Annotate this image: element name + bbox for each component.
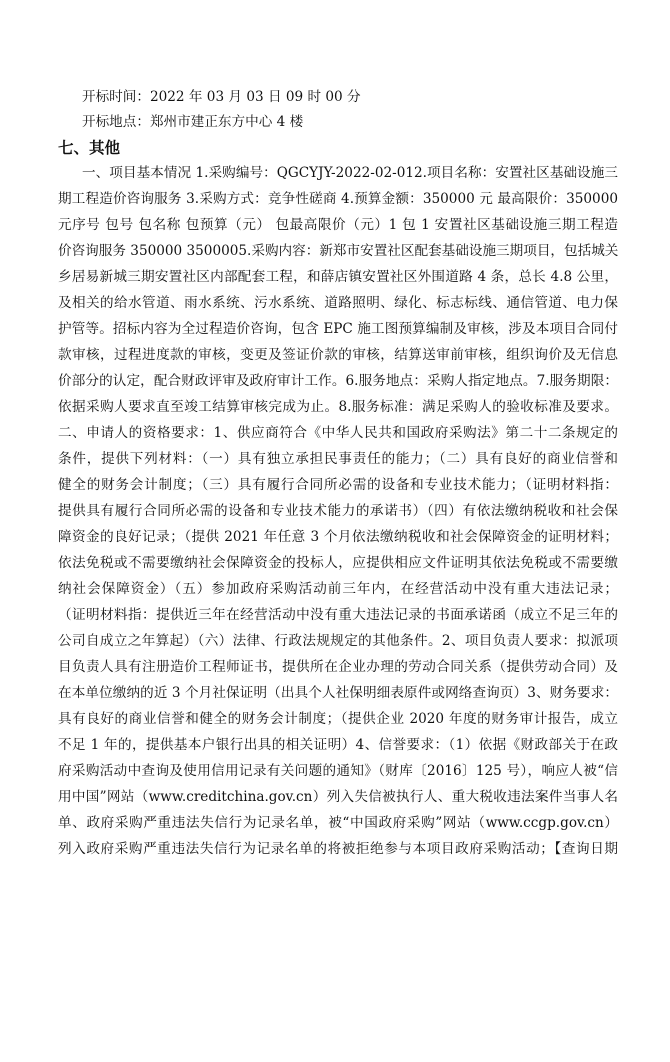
body-line: 障资金的良好记录；（提供 2021 年任意 3 个月依法缴纳税收和社会保障资金的证明材料；	[58, 529, 618, 545]
body-line: 价部分的认定，配合财政评审及政府审计工作。6.服务地点：采购人指定地点。7.服务期限：	[58, 373, 618, 389]
body-line: 公司自成立之年算起）（六）法律、行政法规规定的其他条件。2、项目负责人要求：拟派项	[58, 633, 618, 649]
body-line: 期工程造价咨询服务 3.采购方式：竞争性磋商 4.预算金额：350000 元 最高限价：350000	[58, 191, 618, 207]
body-line: 目负责人具有注册造价工程师证书，提供所在企业办理的劳动合同关系（提供劳动合同）及	[58, 659, 618, 675]
body-line: 用中国”网站（www.creditchina.gov.cn）列入失信被执行人、重大税收违法案件当事人名	[58, 789, 618, 805]
body-line: 元序号 包号 包名称 包预算（元） 包最高限价（元）1 包 1 安置社区基础设施三期工程造	[58, 217, 618, 233]
body-line: 二、申请人的资格要求：1、供应商符合《中华人民共和国政府采购法》第二十二条规定的	[58, 425, 618, 441]
body-line: 提供具有履行合同所必需的设备和专业技术能力的承诺书）（四）有依法缴纳税收和社会保	[58, 503, 618, 519]
section-heading: 七、其他	[58, 139, 121, 157]
body-line: 列入政府采购严重违法失信行为记录名单的将被拒绝参与本项目政府采购活动；【查询日期	[58, 841, 618, 857]
body-line: 府采购活动中查询及使用信用记录有关问题的通知》（财库〔2016〕125 号），响应人被“信	[58, 763, 618, 779]
body-line: 依据采购人要求直至竣工结算审核完成为止。8.服务标准：满足采购人的验收标准及要求。	[58, 399, 618, 415]
body-line: 依法免税或不需要缴纳社会保障资金的投标人，应提供相应文件证明其依法免税或不需要缴	[58, 555, 618, 571]
body-line: 及相关的给水管道、雨水系统、污水系统、道路照明、绿化、标志标线、通信管道、电力保	[58, 295, 618, 311]
body-line: 健全的财务会计制度；（三）具有履行合同所必需的设备和专业技术能力；（证明材料指：	[58, 477, 618, 493]
body-line: 一、项目基本情况 1.采购编号：QGCYJY-2022-02-012.项目名称：安置社区基础设施三	[82, 165, 618, 181]
body-line: 不足 1 年的，提供基本户银行出具的相关证明）4、信誉要求：（1）依据《财政部关于在政	[58, 737, 618, 753]
body-line: 乡居易新城三期安置社区内部配套工程，和薛店镇安置社区外围道路 4 条，总长 4.8 公里，	[58, 269, 618, 285]
body-line: 具有良好的商业信誉和健全的财务会计制度；（提供企业 2020 年度的财务审计报告，成立	[58, 711, 618, 727]
body-line: 条件，提供下列材料：（一）具有独立承担民事责任的能力；（二）具有良好的商业信誉和	[58, 451, 618, 467]
body-line: 价咨询服务 350000 3500005.采购内容：新郑市安置社区配套基础设施三期项目，包括城关	[58, 243, 619, 259]
body-line: 在本单位缴纳的近 3 个月社保证明（出具个人社保明细表原件或网络查询页）3、财务要求：	[58, 685, 618, 701]
body-line: 纳社会保障资金）（五）参加政府采购活动前三年内，在经营活动中没有重大违法记录；	[58, 581, 618, 597]
open-place-line: 开标地点：郑州市建正东方中心 4 楼	[82, 114, 304, 130]
body-line: 护管等。招标内容为全过程造价咨询，包含 EPC 施工图预算编制及审核，涉及本项目合同付	[58, 321, 618, 337]
body-line: （证明材料指：提供近三年在经营活动中没有重大违法记录的书面承诺函（成立不足三年的	[58, 607, 618, 623]
open-time-line: 开标时间：2022 年 03 月 03 日 09 时 00 分	[82, 89, 361, 105]
body-line: 款审核，过程进度款的审核，变更及签证价款的审核，结算送审前审核，组织询价及无信息	[58, 347, 618, 363]
body-line: 单、政府采购严重违法失信行为记录名单，被“中国政府采购”网站（www.ccgp.gov.cn）	[58, 815, 618, 831]
